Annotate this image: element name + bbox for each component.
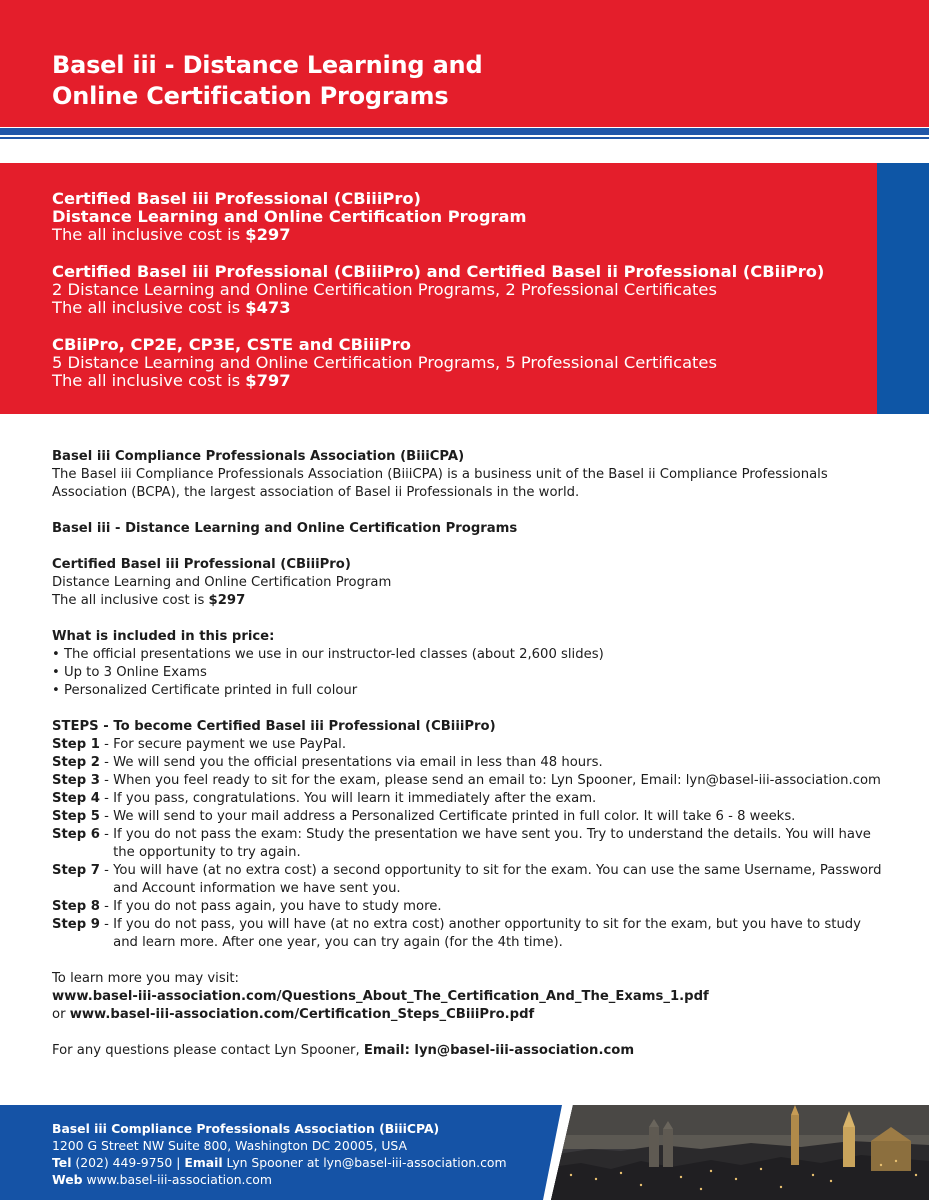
offer-cost xyxy=(52,299,824,317)
step-label: Step 5 xyxy=(52,809,100,824)
step-text: If you do not pass the exam: Study the presentation we have sent you. Try to understand the details. You will have xyxy=(113,827,871,842)
footer-web-link[interactable]: www.basel-iii-association.com xyxy=(82,1172,272,1187)
step-text: When you feel ready to sit for the exam, please send an email to: Lyn Spooner, Email: lyn@basel-iii-association.com xyxy=(113,773,881,788)
title-line-2: Online Certification Programs xyxy=(52,82,449,110)
step-label: Step 7 xyxy=(52,863,100,878)
offer-cost-text: The all inclusive cost is xyxy=(52,225,246,244)
certification-cost xyxy=(52,592,892,610)
header-banner xyxy=(0,0,929,127)
step-label: Step 6 xyxy=(52,827,100,842)
step-label: Step 8 xyxy=(52,899,100,914)
city-skyline-image xyxy=(551,1105,929,1200)
footer-address: 1200 G Street NW Suite 800, Washington DC 20005, USA xyxy=(52,1138,407,1153)
tel-value: (202) 449-9750 | xyxy=(71,1155,185,1170)
footer-email-link[interactable]: Lyn Spooner at lyn@basel-iii-association.com xyxy=(222,1155,507,1170)
association-text: The Basel iii Compliance Professionals Association (BiiiCPA) is a business unit of the Basel ii Compliance Professionals Association (BCPA), the largest association of Basel ii Professionals in the world. xyxy=(52,467,828,500)
step-item: Step 6 - If you do not pass the exam: Study the presentation we have sent you. Try to understand the details. You will have the opportunity to try again. xyxy=(52,827,871,860)
step-text: If you do not pass again, you have to study more. xyxy=(113,899,442,914)
step-text-cont: the opportunity to try again. xyxy=(113,845,301,860)
step-text-block xyxy=(113,862,881,898)
offer-price: $797 xyxy=(245,371,291,390)
step-text: We will send to your mail address a Personalized Certificate printed in full color. It will take 6 - 8 weeks. xyxy=(113,809,796,824)
cost-price: $297 xyxy=(208,593,246,608)
step-label: Step 3 xyxy=(52,773,100,788)
certification-line: Distance Learning and Online Certification Program xyxy=(52,575,392,590)
included-heading: What is included in this price: xyxy=(52,629,275,644)
included-item: • Up to 3 Online Exams xyxy=(52,665,207,680)
step-text-cont: and Account information we have sent you. xyxy=(113,881,401,896)
spacer xyxy=(52,1024,892,1042)
step-item: Step 2 - We will send you the official presentations via email in less than 48 hours. xyxy=(52,755,603,770)
spacer xyxy=(52,610,892,628)
included-item: • The official presentations we use in our instructor-led classes (about 2,600 slides) xyxy=(52,647,604,662)
step-text: If you pass, congratulations. You will learn it immediately after the exam. xyxy=(113,791,597,806)
title-line-1: Basel iii - Distance Learning and xyxy=(52,51,483,79)
step-item: Step 3 - When you feel ready to sit for the exam, please send an email to: Lyn Spooner, Email: lyn@basel-iii-association.com xyxy=(52,773,881,788)
offer-cost-text: The all inclusive cost is xyxy=(52,298,246,317)
faq-link[interactable]: www.basel-iii-association.com/Questions_About_The_Certification_And_The_Exams_1.pdf xyxy=(52,989,709,1004)
step-label: Step 1 xyxy=(52,737,100,752)
offers-side-bar xyxy=(877,163,929,414)
step-label: Step 4 xyxy=(52,791,100,806)
offer-title-2: Distance Learning and Online Certification Program xyxy=(52,207,527,226)
step-label: Step 2 xyxy=(52,755,100,770)
offer-title: CBiiPro, CP2E, CP3E, CSTE and CBiiiPro xyxy=(52,335,411,354)
offer-bundle-2 xyxy=(52,263,824,317)
step-label: Step 9 xyxy=(52,917,100,932)
step-text: You will have (at no extra cost) a second opportunity to sit for the exam. You can use the same Username, Password xyxy=(113,863,882,878)
offer-cost xyxy=(52,226,527,244)
steps-link[interactable]: www.basel-iii-association.com/Certification_Steps_CBiiiPro.pdf xyxy=(69,1007,535,1022)
certification-heading: Certified Basel iii Professional (CBiiiPro) xyxy=(52,557,351,572)
contact-line xyxy=(52,1042,892,1060)
tel-label: Tel xyxy=(52,1155,72,1170)
web-label: Web xyxy=(52,1172,83,1187)
city-night-photo xyxy=(551,1105,929,1200)
offer-bundle-5 xyxy=(52,336,717,390)
spacer xyxy=(52,700,892,718)
step-text-block xyxy=(113,916,861,952)
offer-cbiiipro xyxy=(52,190,527,244)
step-item: Step 7 - You will have (at no extra cost) a second opportunity to sit for the exam. You can use the same Username, Password and Account information we have sent you. xyxy=(52,863,882,896)
step-text-cont: and learn more. After one year, you can try again (for the 4th time). xyxy=(113,935,563,950)
spacer xyxy=(52,952,892,970)
step-text: We will send you the official presentations via email in less than 48 hours. xyxy=(113,755,603,770)
offer-cost-text: The all inclusive cost is xyxy=(52,371,246,390)
learn-more-text: To learn more you may visit: xyxy=(52,971,239,986)
footer-contact xyxy=(52,1120,507,1188)
step-text: If you do not pass, you will have (at no extra cost) another opportunity to sit for the exam, but you have to study xyxy=(113,917,861,932)
offer-subtitle: 5 Distance Learning and Online Certification Programs, 5 Professional Certificates xyxy=(52,353,717,372)
contact-email-link[interactable]: Email: lyn@basel-iii-association.com xyxy=(363,1043,635,1058)
offer-title: Certified Basel iii Professional (CBiiiPro) and Certified Basel ii Professional (CBiiPro) xyxy=(52,262,825,281)
steps-link-line xyxy=(52,1006,892,1024)
included-item: • Personalized Certificate printed in full colour xyxy=(52,683,358,698)
steps-heading: STEPS - To become Certified Basel iii Professional (CBiiiPro) xyxy=(52,719,496,734)
step-item: Step 4 - If you pass, congratulations. You will learn it immediately after the exam. xyxy=(52,791,597,806)
spacer xyxy=(52,502,892,520)
step-text-block xyxy=(113,826,871,862)
cost-text: The all inclusive cost is xyxy=(52,593,209,608)
footer-org-name: Basel iii Compliance Professionals Association (BiiiCPA) xyxy=(52,1121,440,1136)
contact-text: For any questions please contact Lyn Spooner, xyxy=(52,1043,364,1058)
offer-price: $297 xyxy=(245,225,291,244)
main-content xyxy=(52,448,892,1060)
offer-subtitle: 2 Distance Learning and Online Certification Programs, 2 Professional Certificates xyxy=(52,280,717,299)
offer-cost xyxy=(52,372,717,390)
association-heading: Basel iii Compliance Professionals Association (BiiiCPA) xyxy=(52,449,465,464)
step-item: Step 1 - For secure payment we use PayPal. xyxy=(52,737,347,752)
footer-tel-email xyxy=(52,1154,507,1171)
header-stripe xyxy=(0,128,929,135)
step-text: For secure payment we use PayPal. xyxy=(113,737,347,752)
offers-panel xyxy=(0,163,877,414)
email-label: Email xyxy=(184,1155,223,1170)
step-item: Step 9 - If you do not pass, you will have (at no extra cost) another opportunity to sit for the exam, but you have to study and learn more. After one year, you can try again (for the 4th time). xyxy=(52,917,861,950)
page-title xyxy=(52,50,482,112)
programs-heading: Basel iii - Distance Learning and Online Certification Programs xyxy=(52,521,518,536)
step-item: Step 5 - We will send to your mail address a Personalized Certificate printed in full color. It will take 6 - 8 weeks. xyxy=(52,809,796,824)
header-stripe-thin xyxy=(0,137,929,139)
footer-web xyxy=(52,1171,507,1188)
offer-title: Certified Basel iii Professional (CBiiiPro) xyxy=(52,189,421,208)
or-text: or xyxy=(52,1007,70,1022)
step-item: Step 8 - If you do not pass again, you have to study more. xyxy=(52,899,442,914)
offer-price: $473 xyxy=(245,298,291,317)
spacer xyxy=(52,538,892,556)
